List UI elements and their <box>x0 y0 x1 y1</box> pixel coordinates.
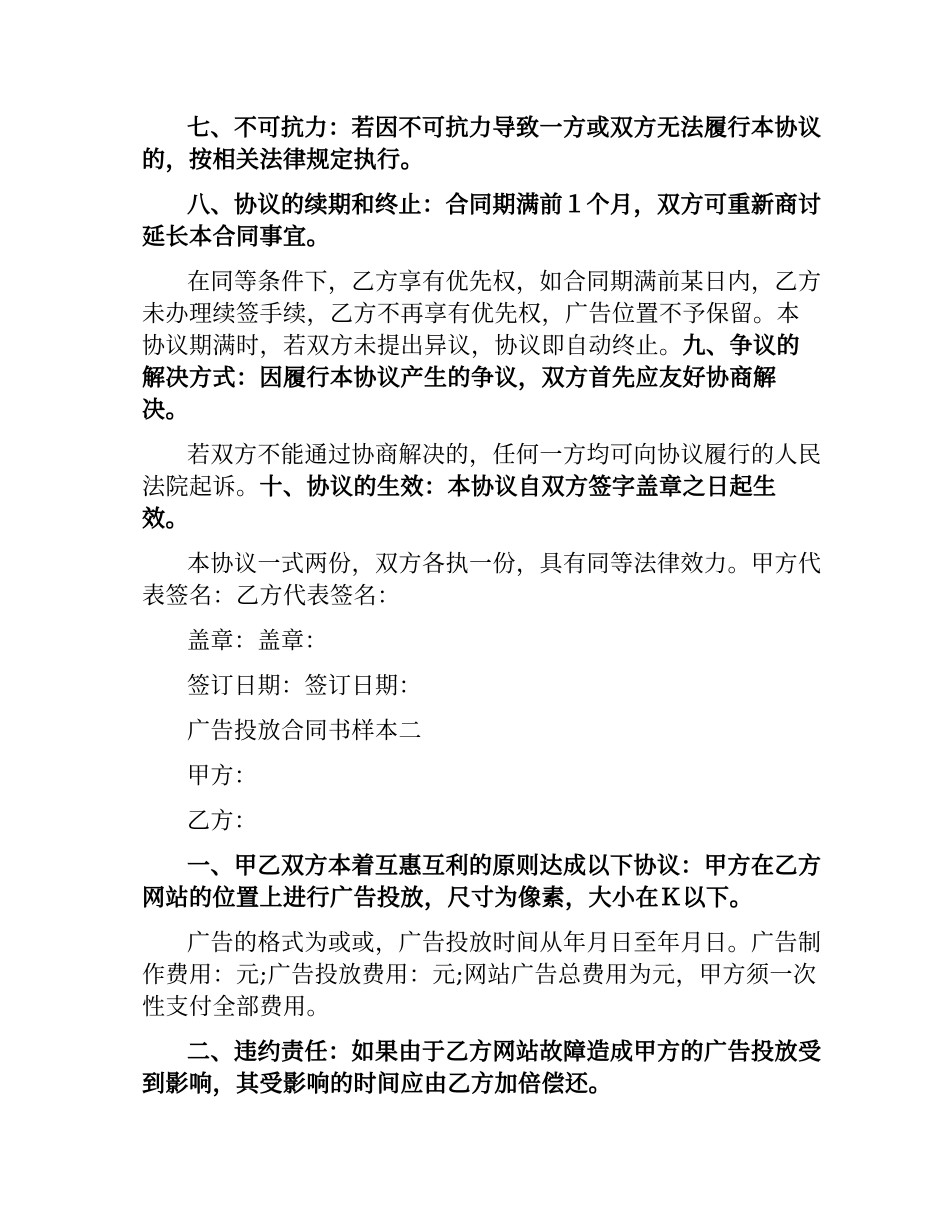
paragraph-party-a <box>142 760 822 792</box>
paragraph-court <box>142 439 822 535</box>
document-page <box>142 112 822 1113</box>
party-a-label: 甲方： <box>187 763 258 789</box>
court-text: 若双方不能通过协商解决的，任何一方均可向协议履行的人民法院起诉。 <box>142 442 822 500</box>
seal-text: 盖章：盖章： <box>187 628 328 654</box>
sample-title: 广告投放合同书样本二 <box>187 718 422 744</box>
clause-8: 八、协议的续期和终止：合同期满前１个月，双方可重新商讨延长本合同事宜。 <box>142 191 822 250</box>
clause-10: 十、协议的生效：本协议自双方签字盖章之日起生效。 <box>142 473 777 532</box>
paragraph-seal <box>142 625 822 657</box>
priority-text: 在同等条件下，乙方享有优先权，如合同期满前某日内，乙方未办理续签手续，乙方不再享有优先权，广告位置不予保留。本协议期满时，若双方未提出异议，协议即自动终止。 <box>142 269 822 359</box>
ad-format-text: 广告的格式为或或，广告投放时间从年月日至年月日。广告制作费用：元;广告投放费用：元;网站广告总费用为元，甲方须一次性支付全部费用。 <box>142 930 822 1020</box>
paragraph-force-majeure <box>142 112 822 176</box>
paragraph-sign-date <box>142 670 822 702</box>
paragraph-priority <box>142 266 822 426</box>
paragraph-clause-1 <box>142 850 822 914</box>
paragraph-copies <box>142 548 822 612</box>
paragraph-clause-2 <box>142 1036 822 1100</box>
party-b-label: 乙方： <box>187 808 258 834</box>
clause-7: 七、不可抗力：若因不可抗力导致一方或双方无法履行本协议的，按相关法律规定执行。 <box>142 114 822 173</box>
paragraph-party-b <box>142 805 822 837</box>
paragraph-sample-title <box>142 715 822 747</box>
paragraph-ad-format <box>142 927 822 1023</box>
copies-text: 本协议一式两份，双方各执一份，具有同等法律效力。甲方代表签名：乙方代表签名： <box>142 551 822 609</box>
paragraph-renewal <box>142 189 822 253</box>
clause-9: 九、争议的解决方式：因履行本协议产生的争议，双方首先应友好协商解决。 <box>142 332 800 423</box>
clause-1: 一、甲乙双方本着互惠互利的原则达成以下协议：甲方在乙方网站的位置上进行广告投放，尺寸为像素，大小在Ｋ以下。 <box>142 852 822 911</box>
sign-date-text: 签订日期：签订日期： <box>187 673 422 699</box>
clause-2: 二、违约责任：如果由于乙方网站故障造成甲方的广告投放受到影响，其受影响的时间应由乙方加倍偿还。 <box>142 1038 822 1097</box>
